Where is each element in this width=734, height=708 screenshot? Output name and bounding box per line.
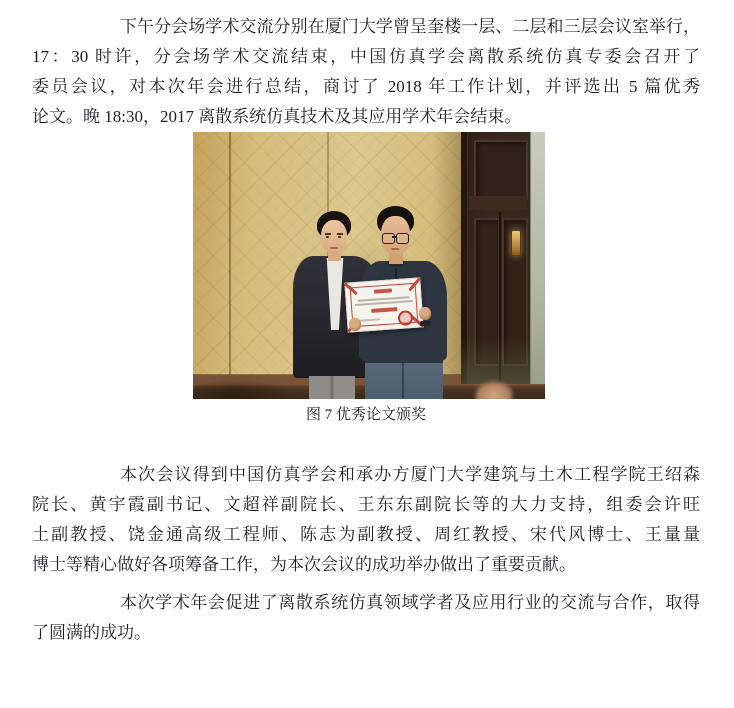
award-photo [193, 132, 545, 399]
left-man-face [321, 220, 347, 254]
left-man-trousers [309, 376, 355, 399]
document-page [32, 12, 700, 648]
door-rail [469, 196, 527, 210]
left-man-eyebrow [337, 233, 343, 235]
right-man-watch [420, 321, 431, 326]
right-man-right-hand [419, 307, 431, 320]
right-man-mouth [391, 248, 399, 250]
door-panel [474, 140, 528, 200]
text-line: 本次学术年会促进了离散系统仿真领域学者及应用行业的交流与合作，取得 [120, 593, 700, 612]
paragraph [32, 12, 700, 132]
wallpaper-seam [229, 132, 231, 376]
right-man-belt [365, 359, 443, 363]
text-line: 委员会议，对本次年会进行总结，商讨了 2018 年工作计划，并评选出 5 篇优秀 [32, 77, 700, 96]
figure-caption: 图 7 优秀论文颁奖 [305, 407, 426, 423]
text-line: 下午分会场学术交流分别在厦门大学曾呈奎楼一层、二层和三层会议室举行， [120, 17, 700, 36]
paragraph [32, 588, 700, 648]
right-man-left-hand [349, 318, 361, 331]
right-man-glasses [396, 233, 409, 244]
text-line: 了圆满的成功。 [32, 623, 151, 642]
right-man-glasses [382, 233, 395, 244]
text-line: 博士等精心做好各项筹备工作，为本次会议的成功举办做出了重要贡献。 [32, 555, 576, 574]
left-man-eye [326, 236, 329, 238]
left-man-mouth [330, 247, 338, 249]
brass-handle [511, 230, 521, 256]
text-line: 本次会议得到中国仿真学会和承办方厦门大学建筑与土木工程学院王绍森 [120, 465, 700, 484]
left-man-eye [338, 236, 341, 238]
text-line: 论文。晚 18:30，2017 离散系统仿真技术及其应用学术年会结束。 [32, 107, 522, 126]
paragraph [32, 460, 700, 580]
text-line: 院长、黄宇霞副书记、文超祥副院长、王东东副院长等的大力支持，组委会许旺 [32, 495, 700, 514]
certificate-red-seal [397, 310, 413, 326]
left-man-eyebrow [325, 233, 331, 235]
side-wall [530, 132, 545, 384]
right-man-jeans-seam [402, 363, 404, 399]
text-line: 17：30 时许，分会场学术交流结束，中国仿真学会离散系统仿真专委会召开了 [32, 47, 700, 66]
right-man-jeans [365, 359, 443, 399]
door-reflection [461, 337, 530, 384]
text-line: 土副教授、饶金通高级工程师、陈志为副教授、周红教授、宋代风博士、王量量 [32, 525, 700, 544]
right-man-glasses-bridge [392, 236, 397, 238]
